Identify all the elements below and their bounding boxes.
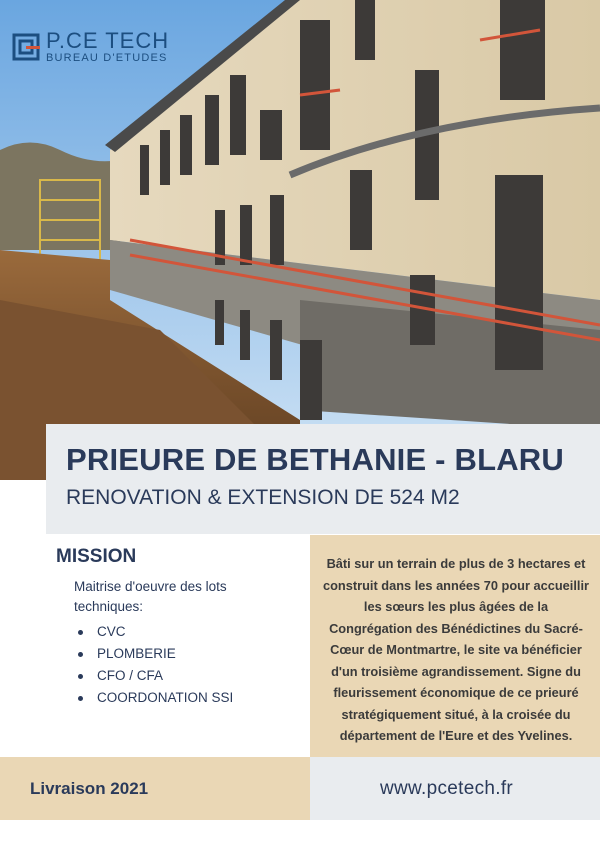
list-item — [74, 621, 233, 643]
project-title: PRIEURE DE BETHANIE - BLARU — [66, 442, 564, 477]
project-description: Bâti sur un terrain de plus de 3 hectares et construit dans les années 70 pour accueillir les sœurs les plus âgées de la Congrégation des Bénédictines du Sacré-Cœur de Montmartre, le site va bénéficier d'un troisième agrandissement. Signe du fleurissement économique de ce prieuré stratégiquement situé, à la croisée du département de l'Eure et des Yvelines. — [323, 556, 589, 743]
mission-heading: MISSION — [56, 546, 137, 567]
logo-name: P.CE TECH — [46, 28, 170, 53]
mission-list — [74, 621, 233, 709]
list-item — [74, 643, 233, 665]
bullet-icon — [78, 696, 83, 701]
company-logo — [12, 30, 169, 64]
bullet-icon — [78, 652, 83, 657]
list-item — [74, 687, 233, 709]
website-band — [310, 757, 600, 820]
logo-subtitle: BUREAU D'ETUDES — [46, 52, 168, 64]
mission-intro: Maitrise d'oeuvre des lots techniques: — [74, 579, 227, 614]
logo-icon — [12, 33, 40, 61]
website-link[interactable]: www.pcetech.fr — [380, 778, 514, 799]
delivery-band — [0, 757, 310, 820]
mission-item-label: COORDONATION SSI — [97, 690, 234, 705]
mission-item-label: CFO / CFA — [97, 668, 164, 683]
bullet-icon — [78, 674, 83, 679]
bullet-icon — [78, 630, 83, 635]
delivery-date: Livraison 2021 — [30, 779, 149, 798]
list-item — [74, 665, 233, 687]
title-band — [46, 424, 600, 534]
mission-item-label: CVC — [97, 624, 126, 639]
mission-item-label: PLOMBERIE — [97, 646, 176, 661]
project-subtitle: RENOVATION & EXTENSION DE 524 M2 — [66, 486, 460, 509]
description-box — [310, 535, 600, 757]
